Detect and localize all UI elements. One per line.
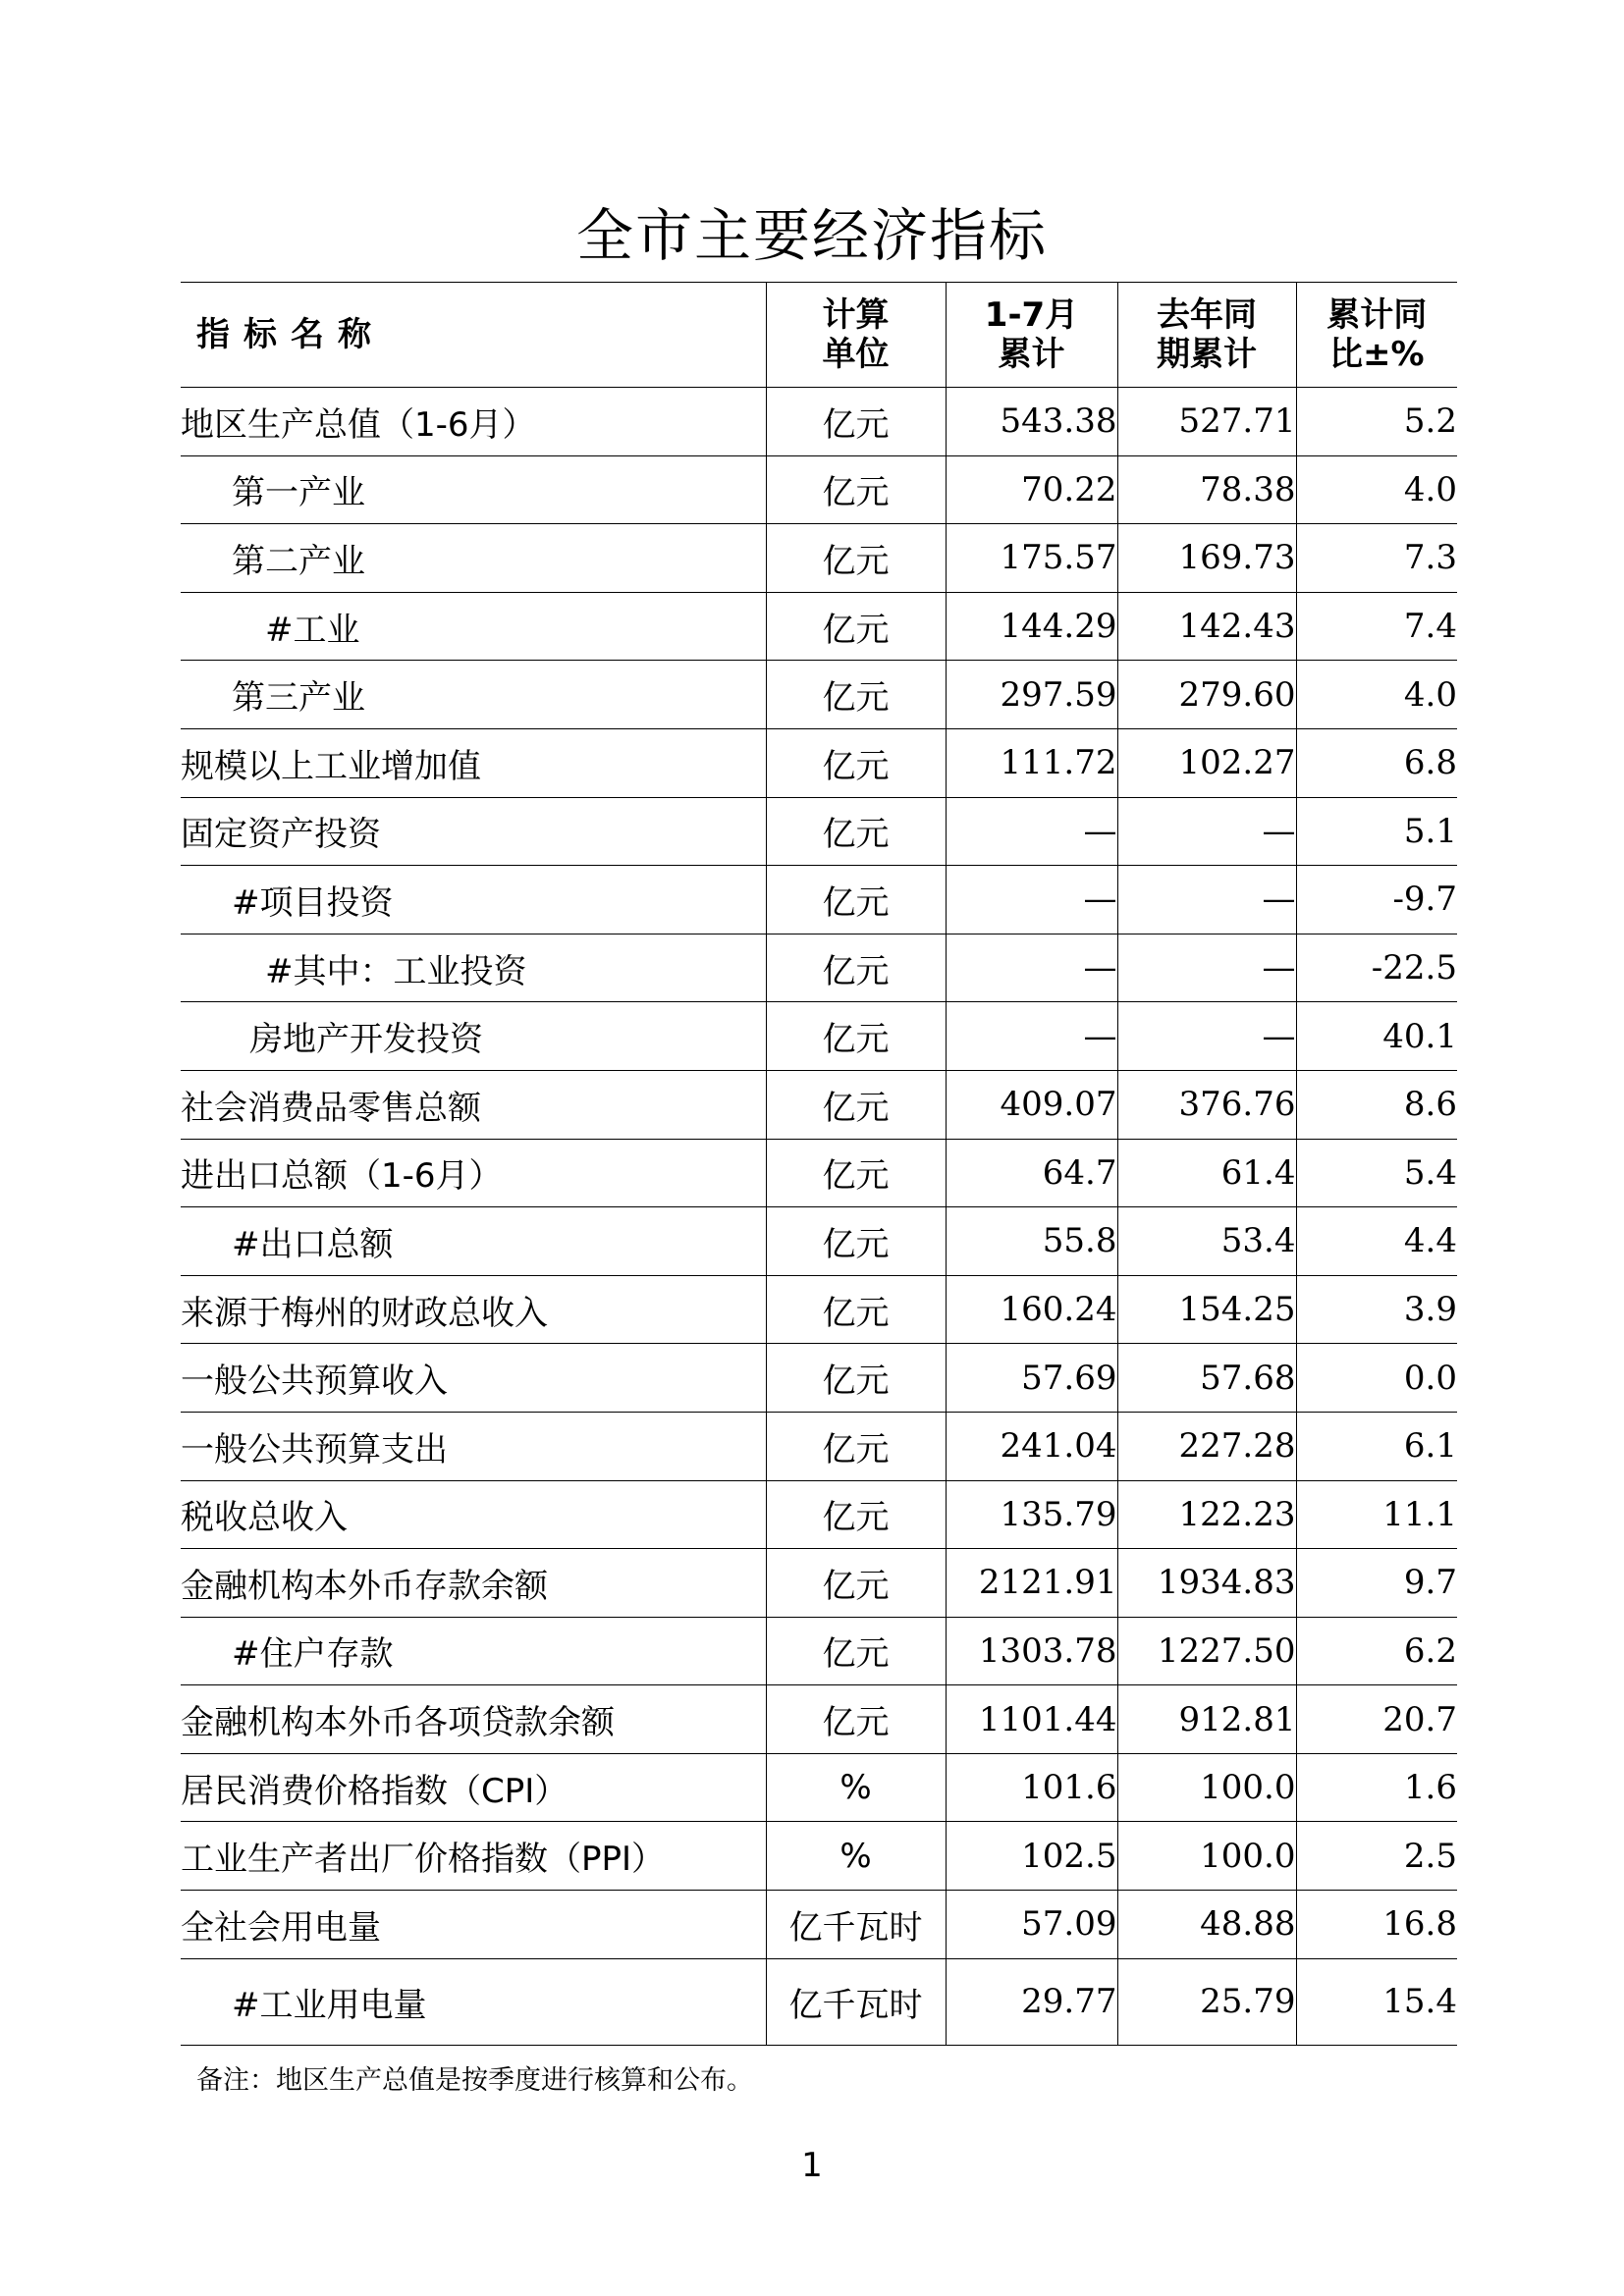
growth-value: 20.7 <box>1296 1685 1457 1754</box>
header-current <box>946 283 1117 388</box>
growth-value: 8.6 <box>1296 1070 1457 1139</box>
indicator-name: 全社会用电量 <box>181 1891 766 1959</box>
previous-value: 100.0 <box>1117 1822 1296 1891</box>
current-value: 297.59 <box>946 661 1117 729</box>
previous-value: 1934.83 <box>1117 1549 1296 1618</box>
header-indicator-name: 指标名称 <box>181 283 766 388</box>
growth-value: 3.9 <box>1296 1275 1457 1344</box>
header-previous-line1: 去年同 <box>1157 295 1257 335</box>
indicator-name: 金融机构本外币各项贷款余额 <box>181 1685 766 1754</box>
indicator-unit: 亿元 <box>766 1344 946 1413</box>
current-value: 543.38 <box>946 388 1117 456</box>
page-number: 1 <box>801 2146 823 2185</box>
indicator-unit: 亿元 <box>766 866 946 934</box>
indicator-name: 房地产开发投资 <box>181 1002 766 1071</box>
current-value: 409.07 <box>946 1070 1117 1139</box>
current-value: 241.04 <box>946 1412 1117 1480</box>
indicator-unit: 亿元 <box>766 934 946 1002</box>
growth-value: 4.0 <box>1296 661 1457 729</box>
indicator-unit: % <box>766 1753 946 1822</box>
indicator-unit: 亿元 <box>766 1070 946 1139</box>
previous-value: — <box>1117 934 1296 1002</box>
indicator-name: 规模以上工业增加值 <box>181 728 766 797</box>
indicator-unit: 亿元 <box>766 1685 946 1754</box>
table-row <box>181 797 1457 866</box>
header-previous <box>1117 283 1296 388</box>
current-value: 29.77 <box>946 1958 1117 2045</box>
indicator-unit: 亿元 <box>766 1139 946 1207</box>
growth-value: 5.4 <box>1296 1139 1457 1207</box>
previous-value: 57.68 <box>1117 1344 1296 1413</box>
indicator-unit: 亿元 <box>766 1275 946 1344</box>
previous-value: 1227.50 <box>1117 1617 1296 1685</box>
current-value: 57.09 <box>946 1891 1117 1959</box>
indicator-name: 一般公共预算收入 <box>181 1344 766 1413</box>
table-row <box>181 388 1457 456</box>
table-row <box>181 1958 1457 2045</box>
indicator-unit: 亿元 <box>766 1617 946 1685</box>
previous-value: 912.81 <box>1117 1685 1296 1754</box>
indicator-name: 进出口总额（1-6月） <box>181 1139 766 1207</box>
indicator-name: 第三产业 <box>181 661 766 729</box>
indicator-unit: 亿元 <box>766 661 946 729</box>
growth-value: 4.0 <box>1296 455 1457 524</box>
current-value: 1303.78 <box>946 1617 1117 1685</box>
table-row <box>181 1070 1457 1139</box>
growth-value: 1.6 <box>1296 1753 1457 1822</box>
current-value: 55.8 <box>946 1207 1117 1276</box>
previous-value: 279.60 <box>1117 661 1296 729</box>
current-value: — <box>946 866 1117 934</box>
current-value: 64.7 <box>946 1139 1117 1207</box>
indicator-name: #住户存款 <box>181 1617 766 1685</box>
growth-value: -9.7 <box>1296 866 1457 934</box>
indicator-unit: 亿元 <box>766 524 946 593</box>
previous-value: — <box>1117 1002 1296 1071</box>
table-row <box>181 934 1457 1002</box>
growth-value: 9.7 <box>1296 1549 1457 1618</box>
growth-value: -22.5 <box>1296 934 1457 1002</box>
previous-value: 227.28 <box>1117 1412 1296 1480</box>
header-growth-line1: 累计同 <box>1326 295 1428 335</box>
growth-value: 7.4 <box>1296 592 1457 661</box>
table-row <box>181 1412 1457 1480</box>
previous-value: 169.73 <box>1117 524 1296 593</box>
table-row <box>181 866 1457 934</box>
indicator-name: 税收总收入 <box>181 1480 766 1549</box>
table-row <box>181 1139 1457 1207</box>
indicator-name: #项目投资 <box>181 866 766 934</box>
indicator-unit: 亿元 <box>766 1002 946 1071</box>
table-row <box>181 1685 1457 1754</box>
indicator-name: 固定资产投资 <box>181 797 766 866</box>
previous-value: 527.71 <box>1117 388 1296 456</box>
indicator-name: 来源于梅州的财政总收入 <box>181 1275 766 1344</box>
indicator-unit: 亿元 <box>766 592 946 661</box>
current-value: 175.57 <box>946 524 1117 593</box>
indicator-unit: 亿元 <box>766 1207 946 1276</box>
growth-value: 6.1 <box>1296 1412 1457 1480</box>
indicator-name: #出口总额 <box>181 1207 766 1276</box>
header-previous-line2: 期累计 <box>1157 335 1257 374</box>
growth-value: 5.2 <box>1296 388 1457 456</box>
indicator-name: 地区生产总值（1-6月） <box>181 388 766 456</box>
indicator-name: 社会消费品零售总额 <box>181 1070 766 1139</box>
table-row <box>181 455 1457 524</box>
current-value: — <box>946 934 1117 1002</box>
table-header-row <box>181 283 1457 388</box>
previous-value: 100.0 <box>1117 1753 1296 1822</box>
indicator-table <box>181 282 1457 2046</box>
growth-value: 6.2 <box>1296 1617 1457 1685</box>
indicator-name: 居民消费价格指数（CPI） <box>181 1753 766 1822</box>
current-value: 57.69 <box>946 1344 1117 1413</box>
current-value: 1101.44 <box>946 1685 1117 1754</box>
current-value: 70.22 <box>946 455 1117 524</box>
growth-value: 6.8 <box>1296 728 1457 797</box>
previous-value: 142.43 <box>1117 592 1296 661</box>
growth-value: 7.3 <box>1296 524 1457 593</box>
previous-value: 154.25 <box>1117 1275 1296 1344</box>
footnote: 备注：地区生产总值是按季度进行核算和公布。 <box>196 2065 753 2096</box>
header-growth <box>1296 283 1457 388</box>
previous-value: 48.88 <box>1117 1891 1296 1959</box>
indicator-unit: 亿千瓦时 <box>766 1958 946 2045</box>
indicator-name: 第一产业 <box>181 455 766 524</box>
header-unit-line1: 计算 <box>822 295 890 335</box>
indicator-unit: 亿元 <box>766 1480 946 1549</box>
growth-value: 0.0 <box>1296 1344 1457 1413</box>
table-row <box>181 1891 1457 1959</box>
previous-value: — <box>1117 797 1296 866</box>
current-value: 160.24 <box>946 1275 1117 1344</box>
indicator-unit: % <box>766 1822 946 1891</box>
indicator-unit: 亿元 <box>766 1412 946 1480</box>
table-row <box>181 524 1457 593</box>
current-value: — <box>946 797 1117 866</box>
growth-value: 16.8 <box>1296 1891 1457 1959</box>
indicator-unit: 亿千瓦时 <box>766 1891 946 1959</box>
indicator-unit: 亿元 <box>766 455 946 524</box>
table-row <box>181 1480 1457 1549</box>
current-value: 135.79 <box>946 1480 1117 1549</box>
table-row <box>181 1753 1457 1822</box>
growth-value: 15.4 <box>1296 1958 1457 2045</box>
current-value: 111.72 <box>946 728 1117 797</box>
indicator-name: 一般公共预算支出 <box>181 1412 766 1480</box>
indicator-name: 金融机构本外币存款余额 <box>181 1549 766 1618</box>
table-row <box>181 1275 1457 1344</box>
indicator-name: #其中：工业投资 <box>181 934 766 1002</box>
table-row <box>181 1822 1457 1891</box>
table-row <box>181 1549 1457 1618</box>
table-row <box>181 728 1457 797</box>
current-value: 101.6 <box>946 1753 1117 1822</box>
indicator-name: #工业用电量 <box>181 1958 766 2045</box>
indicator-unit: 亿元 <box>766 1549 946 1618</box>
header-current-line1: 1-7月 <box>984 295 1079 335</box>
previous-value: 122.23 <box>1117 1480 1296 1549</box>
table-row <box>181 1207 1457 1276</box>
indicator-name: 第二产业 <box>181 524 766 593</box>
table-row <box>181 1344 1457 1413</box>
indicator-unit: 亿元 <box>766 388 946 456</box>
indicator-unit: 亿元 <box>766 728 946 797</box>
indicator-name: 工业生产者出厂价格指数（PPI） <box>181 1822 766 1891</box>
current-value: 102.5 <box>946 1822 1117 1891</box>
growth-value: 5.1 <box>1296 797 1457 866</box>
indicator-unit: 亿元 <box>766 797 946 866</box>
previous-value: 78.38 <box>1117 455 1296 524</box>
previous-value: — <box>1117 866 1296 934</box>
page-title: 全市主要经济指标 <box>575 202 1048 269</box>
header-unit <box>766 283 946 388</box>
previous-value: 25.79 <box>1117 1958 1296 2045</box>
previous-value: 61.4 <box>1117 1139 1296 1207</box>
table-row <box>181 661 1457 729</box>
current-value: — <box>946 1002 1117 1071</box>
header-current-line2: 累计 <box>998 335 1065 374</box>
table-row <box>181 592 1457 661</box>
growth-value: 11.1 <box>1296 1480 1457 1549</box>
previous-value: 53.4 <box>1117 1207 1296 1276</box>
growth-value: 4.4 <box>1296 1207 1457 1276</box>
current-value: 144.29 <box>946 592 1117 661</box>
previous-value: 102.27 <box>1117 728 1296 797</box>
header-growth-line2: 比±% <box>1328 335 1425 374</box>
header-unit-line2: 单位 <box>822 335 890 374</box>
growth-value: 2.5 <box>1296 1822 1457 1891</box>
table-row <box>181 1617 1457 1685</box>
previous-value: 376.76 <box>1117 1070 1296 1139</box>
table-row <box>181 1002 1457 1071</box>
growth-value: 40.1 <box>1296 1002 1457 1071</box>
current-value: 2121.91 <box>946 1549 1117 1618</box>
indicator-name: #工业 <box>181 592 766 661</box>
